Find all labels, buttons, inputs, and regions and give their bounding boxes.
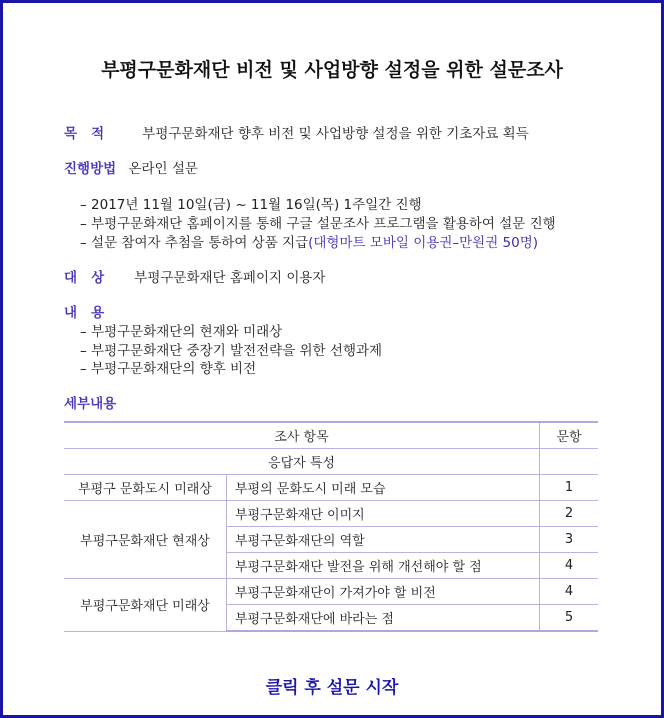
method-bullet-3-text: – 설문 참여자 추첨을 통하여 상품 지급 bbox=[80, 235, 309, 251]
q-cell: 4 bbox=[540, 579, 599, 605]
q-cell: 2 bbox=[540, 501, 599, 527]
details-label: 세부내용 bbox=[64, 396, 117, 412]
content-label: 내 용 bbox=[64, 305, 105, 321]
item-cell: 부평의 문화도시 미래 모습 bbox=[227, 475, 540, 501]
details-row bbox=[64, 392, 116, 412]
q-cell: 1 bbox=[540, 475, 599, 501]
survey-table bbox=[64, 421, 598, 632]
item-cell: 부평구문화재단에 바라는 점 bbox=[227, 605, 540, 632]
item-cell: 부평구문화재단의 역할 bbox=[227, 527, 540, 553]
table-row bbox=[64, 501, 598, 527]
respondent-cell: 응답자 특성 bbox=[64, 449, 540, 475]
q-cell: 3 bbox=[540, 527, 599, 553]
item-cell: 부평구문화재단이 가져가야 할 비전 bbox=[227, 579, 540, 605]
group-name: 부평구문화재단 현재상 bbox=[64, 501, 227, 579]
content-bullet-1: – 부평구문화재단의 현재와 미래상 bbox=[80, 324, 283, 340]
group-name: 부평구문화재단 미래상 bbox=[64, 579, 227, 632]
method-value: 온라인 설문 bbox=[128, 161, 198, 177]
header-item: 조사 항목 bbox=[64, 422, 540, 449]
content-bullet-2: – 부평구문화재단 중장기 발전전략을 위한 선행과제 bbox=[80, 343, 383, 359]
page-title: 부평구문화재단 비전 및 사업방향 설정을 위한 설문조사 bbox=[101, 59, 563, 81]
content-row bbox=[64, 301, 130, 321]
target-label: 대 상 bbox=[64, 270, 105, 286]
method-bullet-1: – 2017년 11월 10일(금) ~ 11월 16일(목) 1주일간 진행 bbox=[80, 197, 422, 213]
q-cell: 5 bbox=[540, 605, 599, 632]
header-q: 문항 bbox=[540, 422, 599, 449]
group-name: 부평구 문화도시 미래상 bbox=[64, 475, 227, 501]
method-bullet-3 bbox=[80, 231, 538, 251]
purpose-row bbox=[64, 122, 529, 142]
table-header-row bbox=[64, 422, 598, 449]
target-value: 부평구문화재단 홈페이지 이용자 bbox=[134, 270, 326, 286]
respondent-q bbox=[540, 449, 599, 475]
purpose-label: 목 적 bbox=[64, 126, 105, 142]
prize-text: (대형마트 모바일 이용권–만원권 50명) bbox=[308, 235, 539, 251]
method-row bbox=[64, 157, 198, 177]
item-cell: 부평구문화재단 발전을 위해 개선해야 할 점 bbox=[227, 553, 540, 579]
q-cell: 4 bbox=[540, 553, 599, 579]
purpose-value: 부평구문화재단 향후 비전 및 사업방향 설정을 위한 기초자료 획득 bbox=[142, 126, 529, 142]
start-survey-button[interactable]: 클릭 후 설문 시작 bbox=[265, 678, 399, 698]
table-row bbox=[64, 475, 598, 501]
table-row bbox=[64, 579, 598, 605]
method-label: 진행방법 bbox=[64, 161, 117, 177]
method-bullet-2: – 부평구문화재단 홈페이지를 통해 구글 설문조사 프로그램을 활용하여 설문 진행 bbox=[80, 216, 556, 232]
item-cell: 부평구문화재단 이미지 bbox=[227, 501, 540, 527]
content-bullet-3: – 부평구문화재단의 향후 비전 bbox=[80, 361, 257, 377]
table-row bbox=[64, 449, 598, 475]
target-row bbox=[64, 266, 325, 286]
